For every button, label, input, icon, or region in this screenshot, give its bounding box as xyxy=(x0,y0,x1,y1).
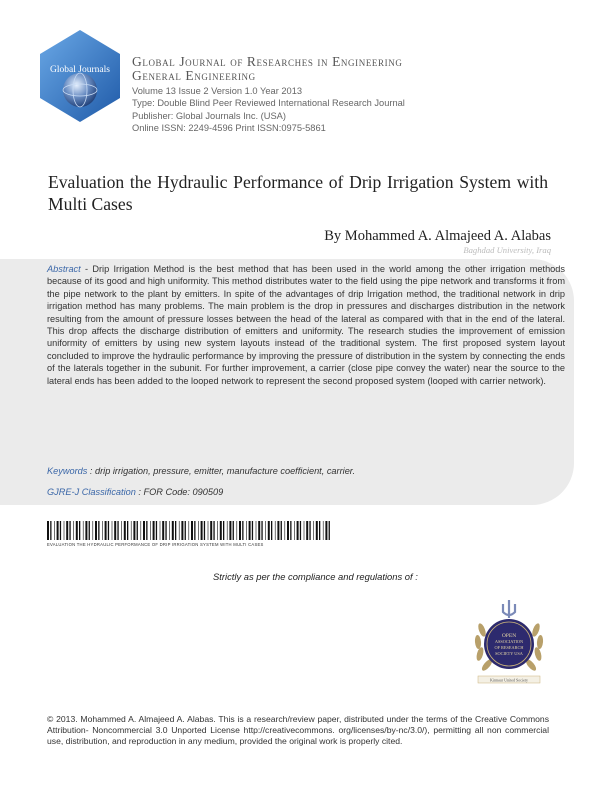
barcode-text: EVALUATION THE HYDRAULIC PERFORMANCE OF DRIP IRRIGATION SYSTEM WITH MULTI CASES xyxy=(47,542,264,547)
barcode-bar xyxy=(93,521,94,540)
barcode-bar xyxy=(325,521,327,540)
barcode-bar xyxy=(189,521,190,540)
journal-name-line2: General Engineering xyxy=(132,68,256,83)
barcode-bar xyxy=(323,521,324,540)
barcode-bar xyxy=(47,521,49,540)
barcode-bar xyxy=(160,521,161,540)
svg-text:ASSOCIATION: ASSOCIATION xyxy=(494,639,524,644)
barcode-bar xyxy=(220,521,222,540)
publisher: Publisher: Global Journals Inc. (USA) xyxy=(132,110,286,121)
barcode-bar xyxy=(256,521,257,540)
abstract-text: - Drip Irrigation Method is the best method that has been used in the world among the other irrigation methods because of its good and high uniformity. This method distributes water to the field using the pipe network and transforms it from the pipe network to the plant by emitters. In spite of the advantages of drip Irrigation method, the traditional network in drip irrigation method has many problems. The main problem is the drop in pressures and discharges distribution in the network resulting from the amount of pressure losses between the head of the lateral as compared with that in the end of the lateral. This drop affects the discharge distribution of emitters and uniformity. The research studies the improvement of emission uniformity of emitters by using new system layouts instead of the traditional system. The first proposed system layout concluded to improve the hydraulic performance by improving the pressure of distribution in the system by connecting the ends of the laterals together in the subunit. For further improvement, a carrier (close pipe convey the water) near the source to the lateral ends has been added to the looped network to represent the second proposed system (looped with carrier network). xyxy=(47,264,565,386)
svg-text:OF RESEARCH: OF RESEARCH xyxy=(494,645,524,650)
barcode xyxy=(47,521,333,540)
barcode-bar xyxy=(50,521,51,540)
global-journals-logo xyxy=(36,28,124,124)
barcode-bar xyxy=(242,521,243,540)
barcode-bar xyxy=(108,521,109,540)
barcode-bar xyxy=(198,521,199,540)
barcode-bar xyxy=(239,521,241,540)
barcode-bar xyxy=(112,521,113,540)
barcode-bar xyxy=(85,521,87,540)
abstract xyxy=(47,263,565,387)
license-text: © 2013. Mohammed A. Almajeed A. Alabas. This is a research/review paper, distributed under the terms of the Creative Commons Attribution- Noncommercial 3.0 Unported License http://creativecommons. org/licenses/by-nc/3.0/), permitting all non commercial use, distribution, and reproduction in any medium, provided the original work is properly cited. xyxy=(47,714,549,746)
barcode-bar xyxy=(105,521,107,540)
keywords xyxy=(47,466,355,476)
barcode-bar xyxy=(204,521,205,540)
barcode-bar xyxy=(208,521,209,540)
barcode-bar xyxy=(313,521,314,540)
barcode-bar xyxy=(83,521,84,540)
barcode-bar xyxy=(261,521,262,540)
barcode-bar xyxy=(60,521,61,540)
barcode-bar xyxy=(64,521,65,540)
barcode-bar xyxy=(252,521,253,540)
barcode-bar xyxy=(69,521,70,540)
barcode-bar xyxy=(57,521,59,540)
barcode-bar xyxy=(300,521,301,540)
barcode-bar xyxy=(233,521,234,540)
journal-meta xyxy=(132,85,405,135)
barcode-bar xyxy=(329,521,330,540)
journal-name-line1: Global Journal of Researches in Engineering xyxy=(132,54,403,69)
barcode-bar xyxy=(201,521,203,540)
barcode-bar xyxy=(133,521,135,540)
barcode-bar xyxy=(131,521,132,540)
barcode-bar xyxy=(275,521,276,540)
barcode-bar xyxy=(179,521,180,540)
barcode-bar xyxy=(89,521,90,540)
barcode-bar xyxy=(98,521,99,540)
barcode-bar xyxy=(290,521,291,540)
barcode-bar xyxy=(297,521,299,540)
barcode-bar xyxy=(153,521,155,540)
barcode-bar xyxy=(124,521,126,540)
barcode-bar xyxy=(227,521,228,540)
barcode-bar xyxy=(319,521,320,540)
trident-icon xyxy=(503,600,515,618)
barcode-bar xyxy=(175,521,176,540)
abstract-label: Abstract xyxy=(47,264,81,274)
barcode-bar xyxy=(194,521,195,540)
barcode-bar xyxy=(121,521,122,540)
keywords-label: Keywords xyxy=(47,466,88,476)
barcode-bar xyxy=(95,521,97,540)
barcode-bar xyxy=(146,521,147,540)
barcode-bar xyxy=(287,521,289,540)
volume-info: Volume 13 Issue 2 Version 1.0 Year 2013 xyxy=(132,86,303,96)
barcode-bar xyxy=(249,521,251,540)
journal-name xyxy=(132,55,402,83)
barcode-bar xyxy=(165,521,166,540)
barcode-bar xyxy=(102,521,103,540)
barcode-bar xyxy=(237,521,238,540)
barcode-bar xyxy=(76,521,78,540)
keywords-text: : drip irrigation, pressure, emitter, manufacture coefficient, carrier. xyxy=(87,466,356,476)
barcode-bar xyxy=(229,521,231,540)
svg-text:Kinnaur United Society: Kinnaur United Society xyxy=(490,677,528,683)
barcode-bar xyxy=(185,521,186,540)
barcode-bar xyxy=(285,521,286,540)
classification-text: : FOR Code: 090509 xyxy=(135,487,224,497)
barcode-bar xyxy=(191,521,193,540)
svg-text:SOCIETY USA: SOCIETY USA xyxy=(495,651,523,656)
barcode-bar xyxy=(258,521,260,540)
barcode-bar xyxy=(117,521,118,540)
svg-text:OPEN: OPEN xyxy=(501,633,517,639)
barcode-bar xyxy=(213,521,214,540)
classification xyxy=(47,487,223,497)
barcode-bar xyxy=(281,521,282,540)
barcode-bar xyxy=(268,521,270,540)
author: By Mohammed A. Almajeed A. Alabas xyxy=(324,228,551,244)
barcode-bar xyxy=(169,521,170,540)
barcode-bar xyxy=(277,521,279,540)
barcode-bar xyxy=(141,521,142,540)
barcode-bar xyxy=(181,521,183,540)
barcode-bar xyxy=(217,521,218,540)
barcode-bar xyxy=(114,521,116,540)
issn: Online ISSN: 2249-4596 Print ISSN:0975-5861 xyxy=(132,123,326,134)
barcode-bar xyxy=(143,521,145,540)
globe-icon xyxy=(63,73,97,107)
barcode-bar xyxy=(79,521,80,540)
paper-title: Evaluation the Hydraulic Performance of Drip Irrigation System with Multi Cases xyxy=(48,172,548,214)
affiliation: Baghdad University, Iraq xyxy=(463,245,551,255)
barcode-bar xyxy=(150,521,151,540)
barcode-bar xyxy=(156,521,157,540)
barcode-bar xyxy=(246,521,247,540)
logo-text: Global Journals xyxy=(50,65,110,75)
barcode-bar xyxy=(316,521,318,540)
barcode-bar xyxy=(162,521,164,540)
barcode-bar xyxy=(309,521,310,540)
barcode-bar xyxy=(271,521,272,540)
compliance-statement: Strictly as per the compliance and regulations of : xyxy=(213,571,418,582)
barcode-bar xyxy=(304,521,305,540)
barcode-bar xyxy=(172,521,174,540)
barcode-bar xyxy=(294,521,295,540)
barcode-bar xyxy=(137,521,138,540)
classification-label: GJRE-J Classification xyxy=(47,487,136,497)
barcode-bar xyxy=(66,521,68,540)
barcode-bar xyxy=(54,521,55,540)
oars-seal-logo xyxy=(468,588,550,688)
barcode-bar xyxy=(127,521,128,540)
barcode-bar xyxy=(73,521,74,540)
barcode-bar xyxy=(306,521,308,540)
barcode-bar xyxy=(210,521,212,540)
barcode-bar xyxy=(223,521,224,540)
journal-type: Type: Double Blind Peer Reviewed International Research Journal xyxy=(132,98,405,109)
barcode-bar xyxy=(265,521,266,540)
